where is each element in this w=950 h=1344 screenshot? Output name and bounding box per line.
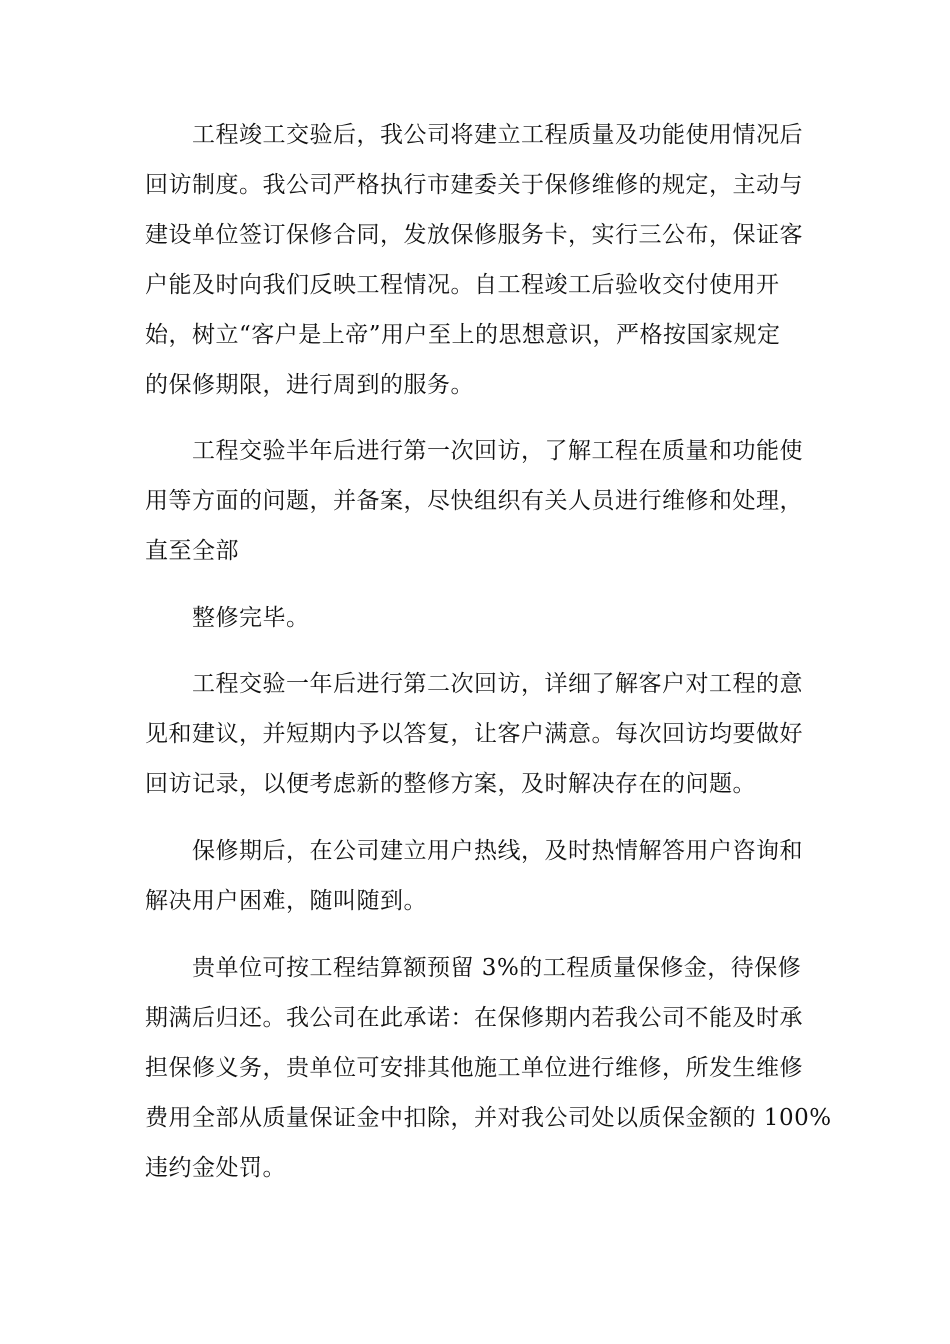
text-line-content: 户能及时向我们反映工程情况。自工程竣工后验收交付使用开 — [145, 272, 780, 298]
text-line-content: 工程交验一年后进行第二次回访，详细了解客户对工程的意 — [192, 671, 803, 697]
text-line-content: 用等方面的问题，并备案，尽快组织有关人员进行维修和处理， — [145, 488, 803, 514]
text-line — [0, 881, 950, 921]
text-line-content: 工程竣工交验后，我公司将建立工程质量及功能使用情况后 — [192, 122, 803, 148]
text-line — [0, 165, 950, 205]
text-line — [0, 365, 950, 405]
text-line-content: 建设单位签订保修合同，发放保修服务卡，实行三公布，保证客 — [145, 222, 803, 248]
text-line-content: 直至全部 — [145, 538, 239, 564]
text-line-content: 见和建议，并短期内予以答复，让客户满意。每次回访均要做好 — [145, 721, 803, 747]
text-line — [0, 265, 950, 305]
text-line-content: 回访制度。我公司严格执行市建委关于保修维修的规定，主动与 — [145, 172, 803, 198]
text-line — [0, 215, 950, 255]
text-line — [0, 481, 950, 521]
text-line — [0, 664, 950, 704]
text-line — [0, 315, 950, 355]
text-line-content: 担保修义务，贵单位可安排其他施工单位进行维修，所发生维修 — [145, 1055, 803, 1081]
text-line-content: 保修期后，在公司建立用户热线，及时热情解答用户咨询和 — [192, 838, 803, 864]
text-line-content: 整修完毕。 — [192, 605, 310, 631]
text-line-content: 工程交验半年后进行第一次回访，了解工程在质量和功能使 — [192, 438, 803, 464]
text-line — [0, 115, 950, 155]
text-line — [0, 1098, 950, 1138]
text-line — [0, 998, 950, 1038]
text-line-content: 期满后归还。我公司在此承诺：在保修期内若我公司不能及时承 — [145, 1005, 803, 1031]
text-line — [0, 714, 950, 754]
text-line — [0, 764, 950, 804]
text-line-content: 违约金处罚。 — [145, 1155, 286, 1181]
text-line-content: 解决用户困难，随叫随到。 — [145, 888, 427, 914]
text-line — [0, 598, 950, 638]
text-line-content: 费用全部从质量保证金中扣除，并对我公司处以质保金额的 100% — [145, 1105, 832, 1131]
text-line — [0, 831, 950, 871]
text-line — [0, 431, 950, 471]
text-line-content: 的保修期限，进行周到的服务。 — [145, 372, 474, 398]
text-line — [0, 1048, 950, 1088]
text-line-content: 始，树立“客户是上帝”用户至上的思想意识，严格按国家规定 — [145, 322, 781, 348]
text-line-content: 贵单位可按工程结算额预留 3%的工程质量保修金，待保修 — [192, 955, 802, 981]
text-line — [0, 948, 950, 988]
text-line — [0, 1148, 950, 1188]
text-line — [0, 531, 950, 571]
text-line-content: 回访记录，以便考虑新的整修方案，及时解决存在的问题。 — [145, 771, 756, 797]
